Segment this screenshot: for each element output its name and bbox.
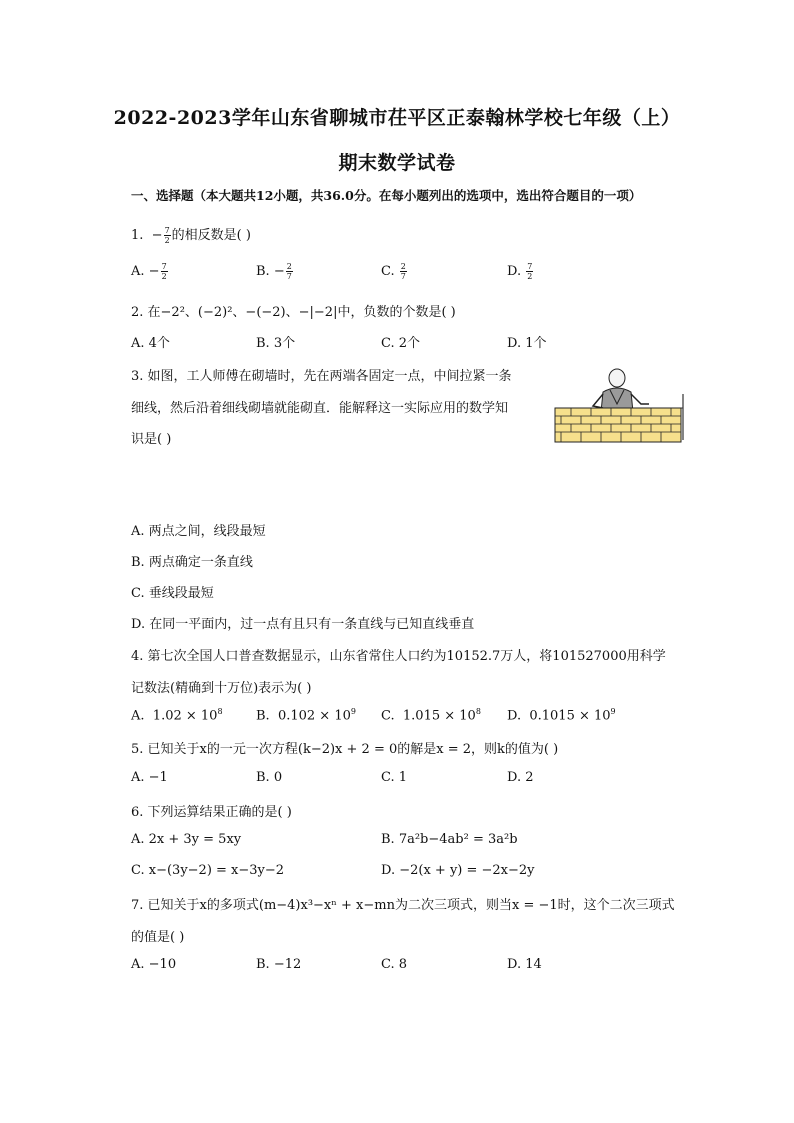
question-3-option-c[interactable]: C. 垂线段最短 — [131, 586, 214, 601]
option-exponent: 8 — [475, 707, 481, 716]
question-4-stem-line2: 记数法(精确到十万位)表示为( ) — [131, 681, 312, 696]
question-6-option-a[interactable]: A. 2x + 3y = 5xy — [131, 832, 242, 847]
option-label: D. — [507, 708, 522, 724]
fraction-denominator: 2 — [161, 272, 167, 281]
question-7-option-d[interactable]: D. 14 — [507, 957, 542, 972]
question-4-option-c[interactable] — [381, 707, 481, 723]
fraction-denominator: 2 — [164, 236, 170, 245]
question-4-option-d[interactable] — [507, 707, 616, 723]
question-1-option-a[interactable] — [131, 262, 169, 281]
question-6-option-c[interactable]: C. x−(3y−2) = x−3y−2 — [131, 863, 285, 878]
exam-title-line2: 期末数学试卷 — [338, 152, 456, 174]
option-fraction — [286, 262, 293, 281]
section-heading: 一、选择题（本大题共12小题，共36.0分。在每小题列出的选项中，选出符合题目的一项） — [131, 188, 642, 203]
question-2-option-c[interactable]: C. 2个 — [381, 336, 421, 351]
question-3-stem-line3: 识是( ) — [131, 432, 172, 447]
option-fraction — [400, 262, 407, 281]
bricklayer-illustration — [553, 364, 691, 444]
fraction-denominator: 7 — [286, 272, 292, 281]
exam-title-line1: 2022-2023学年山东省聊城市茌平区正泰翰林学校七年级（上） — [113, 107, 681, 129]
option-label: A. — [131, 708, 145, 724]
option-exponent: 9 — [350, 707, 356, 716]
question-4-option-a[interactable] — [131, 707, 223, 723]
option-label: C. — [381, 708, 395, 724]
question-7-stem-line1: 7. 已知关于x的多项式(m−4)x³−xⁿ + x−mn为二次三项式，则当x = −1时，这个二次三项式 — [131, 898, 675, 913]
question-2-option-d[interactable]: D. 1个 — [507, 336, 547, 351]
question-6-stem: 6. 下列运算结果正确的是( ) — [131, 805, 292, 820]
option-label: B. — [256, 708, 270, 724]
option-label: A. — [131, 264, 145, 279]
question-1-option-b[interactable] — [256, 262, 294, 281]
question-3-option-b[interactable]: B. 两点确定一条直线 — [131, 555, 253, 570]
question-1-fraction — [164, 226, 171, 245]
question-1-text: 的相反数是( ) — [171, 228, 251, 243]
option-base: 0.1015 × 10 — [529, 708, 611, 724]
question-7-stem-line2: 的值是( ) — [131, 930, 185, 945]
option-exponent: 8 — [217, 707, 223, 716]
question-7-option-a[interactable]: A. −10 — [131, 957, 177, 972]
fraction-numerator: 7 — [527, 262, 533, 271]
question-1-sign: − — [151, 228, 163, 243]
question-6-option-b[interactable]: B. 7a²b−4ab² = 3a²b — [381, 832, 518, 847]
question-5-option-a[interactable]: A. −1 — [131, 770, 168, 785]
fraction-numerator: 2 — [400, 262, 406, 271]
question-4-option-b[interactable] — [256, 707, 356, 723]
question-1-number: 1. — [131, 228, 144, 243]
question-6-option-d[interactable]: D. −2(x + y) = −2x−2y — [381, 863, 535, 878]
fraction-numerator: 7 — [164, 226, 170, 235]
option-fraction — [161, 262, 168, 281]
question-1-option-c[interactable] — [381, 262, 408, 281]
question-1-stem — [131, 224, 251, 245]
fraction-numerator: 2 — [286, 262, 292, 271]
option-fraction — [526, 262, 533, 281]
question-5-option-b[interactable]: B. 0 — [256, 770, 283, 785]
fraction-numerator: 7 — [161, 262, 167, 271]
option-base: 1.02 × 10 — [152, 708, 218, 724]
option-label: C. — [381, 264, 395, 279]
question-5-stem: 5. 已知关于x的一元一次方程(k−2)x + 2 = 0的解是x = 2，则k的值为( ) — [131, 742, 559, 757]
option-base: 0.102 × 10 — [277, 708, 351, 724]
question-2-option-b[interactable]: B. 3个 — [256, 336, 296, 351]
option-label: D. — [507, 264, 522, 279]
question-2-stem: 2. 在−2²、(−2)²、−(−2)、−|−2|中，负数的个数是( ) — [131, 305, 456, 320]
question-5-option-d[interactable]: D. 2 — [507, 770, 534, 785]
question-3-stem-line2: 细线，然后沿着细线砌墙就能砌直．能解释这一实际应用的数学知 — [131, 401, 509, 416]
option-exponent: 9 — [610, 707, 616, 716]
question-7-option-b[interactable]: B. −12 — [256, 957, 302, 972]
fraction-denominator: 2 — [527, 272, 533, 281]
option-sign: − — [273, 264, 285, 279]
question-5-option-c[interactable]: C. 1 — [381, 770, 408, 785]
question-3-option-a[interactable]: A. 两点之间，线段最短 — [131, 524, 266, 539]
option-label: B. — [256, 264, 270, 279]
question-3-stem-line1: 3. 如图，工人师傅在砌墙时，先在两端各固定一点，中间拉紧一条 — [131, 369, 512, 384]
question-2-option-a[interactable]: A. 4个 — [131, 336, 170, 351]
question-4-stem-line1: 4. 第七次全国人口普查数据显示，山东省常住人口约为10152.7万人，将101527000用科学 — [131, 649, 666, 664]
option-sign: − — [148, 264, 160, 279]
fraction-denominator: 7 — [400, 272, 406, 281]
question-3-option-d[interactable]: D. 在同一平面内，过一点有且只有一条直线与已知直线垂直 — [131, 617, 475, 632]
question-1-option-d[interactable] — [507, 262, 534, 281]
option-base: 1.015 × 10 — [402, 708, 476, 724]
question-7-option-c[interactable]: C. 8 — [381, 957, 408, 972]
